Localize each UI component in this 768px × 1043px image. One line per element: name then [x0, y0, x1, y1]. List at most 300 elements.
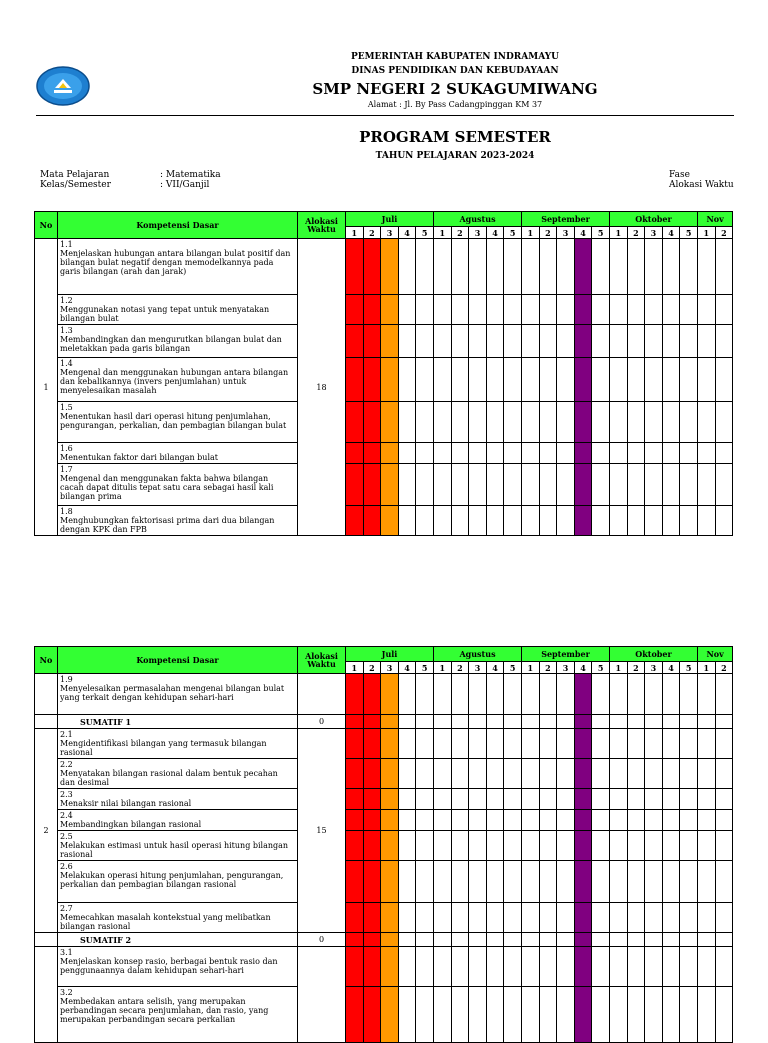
competency-cell: [58, 947, 298, 987]
school-address: Alamat : Jl. By Pass Cadangpinggan KM 37: [367, 100, 543, 109]
week-cell: [627, 239, 645, 295]
week-cell: [715, 759, 733, 789]
week-cell: [398, 933, 416, 947]
week-cell: [574, 987, 592, 1043]
group-allocation: [298, 674, 346, 715]
week-header: 1: [609, 662, 627, 674]
week-cell: [574, 674, 592, 715]
week-cell: [662, 933, 680, 947]
week-cell: [715, 903, 733, 933]
week-cell: [398, 789, 416, 810]
letterhead: [0, 0, 768, 130]
week-cell: [416, 443, 434, 464]
week-cell: [609, 443, 627, 464]
week-cell: [469, 506, 487, 536]
week-header: 5: [592, 227, 610, 239]
table-row: [35, 861, 733, 903]
week-cell: [662, 987, 680, 1043]
week-cell: [539, 947, 557, 987]
week-cell: [627, 295, 645, 325]
week-header: 1: [434, 662, 452, 674]
week-cell: [346, 789, 364, 810]
week-cell: [592, 810, 610, 831]
week-cell: [609, 402, 627, 443]
week-cell: [697, 715, 715, 729]
competency-cell: [58, 443, 298, 464]
competency-number: 1.2: [60, 296, 73, 305]
week-cell: [715, 506, 733, 536]
table-row: [35, 831, 733, 861]
week-cell: [662, 358, 680, 402]
week-cell: [539, 933, 557, 947]
week-cell: [363, 325, 381, 358]
competency-cell: [58, 295, 298, 325]
week-cell: [627, 443, 645, 464]
week-header: 4: [398, 662, 416, 674]
week-cell: [574, 402, 592, 443]
week-cell: [557, 810, 575, 831]
week-cell: [592, 987, 610, 1043]
week-header: 3: [557, 227, 575, 239]
week-cell: [381, 506, 399, 536]
phase-label: Fase: [669, 170, 690, 180]
week-cell: [346, 402, 364, 443]
competency-text: Menggunakan notasi yang tepat untuk menyatakan bilangan bulat: [60, 305, 270, 323]
week-cell: [592, 759, 610, 789]
week-cell: [539, 239, 557, 295]
week-cell: [381, 861, 399, 903]
week-cell: [451, 443, 469, 464]
document-title: PROGRAM SEMESTER: [359, 128, 551, 146]
week-header: 2: [363, 662, 381, 674]
competency-number: 3.2: [60, 988, 73, 997]
week-cell: [557, 861, 575, 903]
week-cell: [627, 506, 645, 536]
week-cell: [609, 464, 627, 506]
week-cell: [416, 933, 434, 947]
week-header: 1: [697, 662, 715, 674]
week-cell: [486, 402, 504, 443]
competency-text: Menentukan hasil dari operasi hitung penjumlahan, pengurangan, perkalian, dan pembagian bilangan bulat: [60, 412, 287, 430]
week-cell: [609, 831, 627, 861]
week-cell: [381, 674, 399, 715]
week-cell: [592, 239, 610, 295]
week-cell: [697, 729, 715, 759]
week-cell: [557, 506, 575, 536]
week-cell: [522, 933, 540, 947]
week-cell: [557, 729, 575, 759]
week-cell: [398, 715, 416, 729]
week-cell: [697, 987, 715, 1043]
month-header: September: [522, 647, 610, 662]
competency-text: Menentukan faktor dari bilangan bulat: [60, 453, 218, 462]
government-line: PEMERINTAH KABUPATEN INDRAMAYU: [350, 52, 560, 62]
week-cell: [574, 861, 592, 903]
competency-number: 1.5: [60, 403, 73, 412]
week-cell: [697, 402, 715, 443]
week-cell: [469, 861, 487, 903]
table-row: [35, 464, 733, 506]
week-cell: [451, 325, 469, 358]
week-cell: [574, 933, 592, 947]
week-cell: [398, 861, 416, 903]
week-cell: [522, 358, 540, 402]
week-cell: [381, 443, 399, 464]
week-cell: [363, 933, 381, 947]
week-header: 3: [469, 227, 487, 239]
week-cell: [451, 506, 469, 536]
week-header: 4: [398, 227, 416, 239]
week-cell: [645, 933, 663, 947]
week-cell: [609, 325, 627, 358]
week-cell: [557, 295, 575, 325]
week-cell: [627, 402, 645, 443]
week-cell: [434, 358, 452, 402]
week-cell: [416, 987, 434, 1043]
competency-number: 2.5: [60, 832, 73, 841]
week-cell: [697, 674, 715, 715]
week-cell: [363, 987, 381, 1043]
week-cell: [416, 239, 434, 295]
week-cell: [469, 239, 487, 295]
week-header: 1: [434, 227, 452, 239]
week-cell: [398, 759, 416, 789]
week-cell: [715, 443, 733, 464]
competency-cell: [58, 810, 298, 831]
competency-text: Membandingkan bilangan rasional: [60, 820, 202, 829]
week-cell: [539, 987, 557, 1043]
week-cell: [504, 861, 522, 903]
week-cell: [539, 789, 557, 810]
week-cell: [398, 729, 416, 759]
week-cell: [469, 443, 487, 464]
competency-number: 3.1: [60, 948, 73, 957]
week-cell: [486, 464, 504, 506]
week-cell: [697, 903, 715, 933]
competency-cell: [58, 903, 298, 933]
week-cell: [662, 464, 680, 506]
week-cell: [434, 402, 452, 443]
week-cell: [592, 506, 610, 536]
week-cell: [715, 358, 733, 402]
month-header: Oktober: [609, 647, 697, 662]
competency-text: Menyelesaikan permasalahan mengenai bilangan bulat yang terkait dengan kehidupan sehari-hari: [60, 684, 285, 702]
group-allocation: 18: [298, 239, 346, 536]
column-header-no: No: [35, 647, 58, 674]
week-cell: [680, 443, 698, 464]
week-cell: [715, 861, 733, 903]
competency-number: 1.1: [60, 240, 73, 249]
week-cell: [486, 715, 504, 729]
week-cell: [346, 987, 364, 1043]
week-header: 3: [645, 662, 663, 674]
week-cell: [697, 831, 715, 861]
week-cell: [662, 506, 680, 536]
table-row: [35, 933, 733, 947]
week-cell: [486, 789, 504, 810]
competency-cell: [58, 831, 298, 861]
week-cell: [609, 903, 627, 933]
week-cell: [504, 729, 522, 759]
week-cell: [645, 759, 663, 789]
week-cell: [680, 674, 698, 715]
week-cell: [416, 789, 434, 810]
week-cell: [363, 810, 381, 831]
week-cell: [486, 506, 504, 536]
competency-number: 1.6: [60, 444, 73, 453]
week-cell: [363, 759, 381, 789]
week-cell: [680, 933, 698, 947]
week-cell: [627, 674, 645, 715]
week-cell: [539, 506, 557, 536]
week-cell: [346, 239, 364, 295]
week-header: 1: [522, 227, 540, 239]
month-header: Juli: [346, 212, 434, 227]
week-cell: [645, 987, 663, 1043]
week-header: 5: [680, 227, 698, 239]
week-cell: [416, 295, 434, 325]
department-line: DINAS PENDIDIKAN DAN KEBUDAYAAN: [351, 66, 559, 76]
week-cell: [539, 358, 557, 402]
week-cell: [680, 506, 698, 536]
week-cell: [680, 810, 698, 831]
competency-text: Memecahkan masalah kontekstual yang melibatkan bilangan rasional: [60, 913, 271, 931]
week-cell: [680, 947, 698, 987]
week-cell: [645, 903, 663, 933]
month-header: Nov: [697, 212, 732, 227]
week-cell: [539, 295, 557, 325]
week-cell: [363, 831, 381, 861]
week-cell: [522, 443, 540, 464]
week-header: 4: [574, 662, 592, 674]
week-cell: [504, 903, 522, 933]
subject-label: Mata Pelajaran: [40, 170, 110, 180]
week-cell: [645, 789, 663, 810]
week-cell: [434, 295, 452, 325]
week-cell: [609, 789, 627, 810]
tut-wuri-handayani-logo: [36, 66, 90, 106]
week-cell: [574, 464, 592, 506]
week-cell: [486, 325, 504, 358]
week-cell: [539, 325, 557, 358]
week-cell: [522, 239, 540, 295]
week-cell: [504, 506, 522, 536]
week-cell: [539, 464, 557, 506]
competency-number: 2.2: [60, 760, 73, 769]
week-cell: [557, 933, 575, 947]
week-cell: [346, 464, 364, 506]
week-header: 4: [662, 662, 680, 674]
competency-text: Menaksir nilai bilangan rasional: [60, 799, 192, 808]
week-cell: [346, 325, 364, 358]
week-cell: [346, 443, 364, 464]
week-cell: [416, 947, 434, 987]
week-cell: [522, 789, 540, 810]
week-cell: [398, 464, 416, 506]
week-cell: [346, 947, 364, 987]
week-cell: [609, 729, 627, 759]
header-divider: [36, 115, 734, 116]
week-cell: [416, 759, 434, 789]
column-header-no: No: [35, 212, 58, 239]
week-cell: [680, 831, 698, 861]
week-cell: [381, 715, 399, 729]
week-cell: [662, 402, 680, 443]
week-cell: [662, 674, 680, 715]
week-cell: [609, 239, 627, 295]
week-cell: [539, 729, 557, 759]
week-cell: [574, 325, 592, 358]
week-cell: [557, 947, 575, 987]
week-header: 4: [486, 662, 504, 674]
week-cell: [522, 464, 540, 506]
week-cell: [645, 358, 663, 402]
competency-text: Mengenal dan menggunakan hubungan antara bilangan dan kebalikannya (invers penjumlahan) untuk menyelesaikan masalah: [60, 368, 289, 395]
week-cell: [539, 759, 557, 789]
week-cell: [715, 987, 733, 1043]
competency-text: Membedakan antara selisih, yang merupakan perbandingan secara penjumlahan, dan rasio, yang merupakan perbandingan secara perkalian: [60, 997, 269, 1024]
week-cell: [522, 402, 540, 443]
week-cell: [346, 810, 364, 831]
competency-cell: [58, 861, 298, 903]
week-cell: [434, 789, 452, 810]
week-cell: [434, 325, 452, 358]
week-cell: [346, 295, 364, 325]
week-cell: [592, 831, 610, 861]
week-cell: [627, 759, 645, 789]
week-header: 2: [539, 227, 557, 239]
week-cell: [398, 831, 416, 861]
week-cell: [609, 674, 627, 715]
week-cell: [680, 903, 698, 933]
table-row: [35, 358, 733, 402]
week-cell: [539, 674, 557, 715]
group-number: [35, 674, 58, 715]
week-cell: [363, 861, 381, 903]
week-cell: [486, 861, 504, 903]
week-cell: [522, 987, 540, 1043]
table-row: [35, 506, 733, 536]
week-cell: [697, 810, 715, 831]
table-row: [35, 295, 733, 325]
week-cell: [381, 831, 399, 861]
school-name: SMP NEGERI 2 SUKAGUMIWANG: [312, 80, 598, 98]
week-cell: [363, 464, 381, 506]
week-cell: [680, 759, 698, 789]
week-cell: [398, 358, 416, 402]
week-cell: [469, 674, 487, 715]
week-cell: [504, 715, 522, 729]
week-cell: [469, 789, 487, 810]
competency-number: 2.7: [60, 904, 73, 913]
week-cell: [381, 325, 399, 358]
week-header: 1: [522, 662, 540, 674]
competency-text: Melakukan estimasi untuk hasil operasi hitung bilangan rasional: [60, 841, 289, 859]
week-cell: [451, 789, 469, 810]
week-cell: [574, 759, 592, 789]
week-cell: [680, 402, 698, 443]
week-cell: [680, 325, 698, 358]
week-cell: [522, 861, 540, 903]
column-header-alloc: Alokasi Waktu: [298, 647, 346, 674]
week-cell: [539, 443, 557, 464]
week-header: 1: [697, 227, 715, 239]
week-header: 4: [486, 227, 504, 239]
week-cell: [645, 402, 663, 443]
week-cell: [451, 674, 469, 715]
week-cell: [662, 715, 680, 729]
week-cell: [398, 674, 416, 715]
week-cell: [592, 715, 610, 729]
week-cell: [680, 295, 698, 325]
week-cell: [645, 464, 663, 506]
week-cell: [592, 325, 610, 358]
week-cell: [363, 358, 381, 402]
week-cell: [486, 947, 504, 987]
week-cell: [680, 729, 698, 759]
week-cell: [574, 443, 592, 464]
table-row: [35, 402, 733, 443]
week-cell: [592, 674, 610, 715]
week-cell: [574, 239, 592, 295]
week-header: 5: [592, 662, 610, 674]
week-cell: [715, 464, 733, 506]
week-cell: [504, 810, 522, 831]
week-header: 2: [451, 662, 469, 674]
week-cell: [627, 358, 645, 402]
week-cell: [697, 789, 715, 810]
week-cell: [557, 903, 575, 933]
week-cell: [451, 729, 469, 759]
week-cell: [469, 402, 487, 443]
week-cell: [539, 831, 557, 861]
week-header: 5: [416, 662, 434, 674]
week-cell: [609, 358, 627, 402]
week-cell: [609, 933, 627, 947]
table-row: [35, 987, 733, 1043]
week-cell: [680, 789, 698, 810]
week-cell: [434, 506, 452, 536]
week-cell: [381, 464, 399, 506]
week-cell: [469, 903, 487, 933]
week-cell: [451, 759, 469, 789]
week-cell: [592, 358, 610, 402]
competency-text: Menyatakan bilangan rasional dalam bentuk pecahan dan desimal: [60, 769, 278, 787]
week-cell: [398, 947, 416, 987]
week-cell: [592, 402, 610, 443]
week-cell: [363, 674, 381, 715]
week-cell: [662, 831, 680, 861]
table-row: [35, 759, 733, 789]
week-cell: [381, 759, 399, 789]
week-header: 2: [715, 227, 733, 239]
week-cell: [451, 933, 469, 947]
time-allocation-label: Alokasi Waktu: [669, 180, 734, 190]
week-cell: [504, 947, 522, 987]
week-cell: [715, 789, 733, 810]
week-cell: [416, 674, 434, 715]
week-cell: [645, 729, 663, 759]
week-cell: [381, 789, 399, 810]
week-cell: [381, 729, 399, 759]
week-cell: [627, 789, 645, 810]
week-cell: [592, 903, 610, 933]
competency-number: 1.7: [60, 465, 73, 474]
week-cell: [363, 947, 381, 987]
week-cell: [592, 789, 610, 810]
week-cell: [627, 729, 645, 759]
week-cell: [715, 729, 733, 759]
